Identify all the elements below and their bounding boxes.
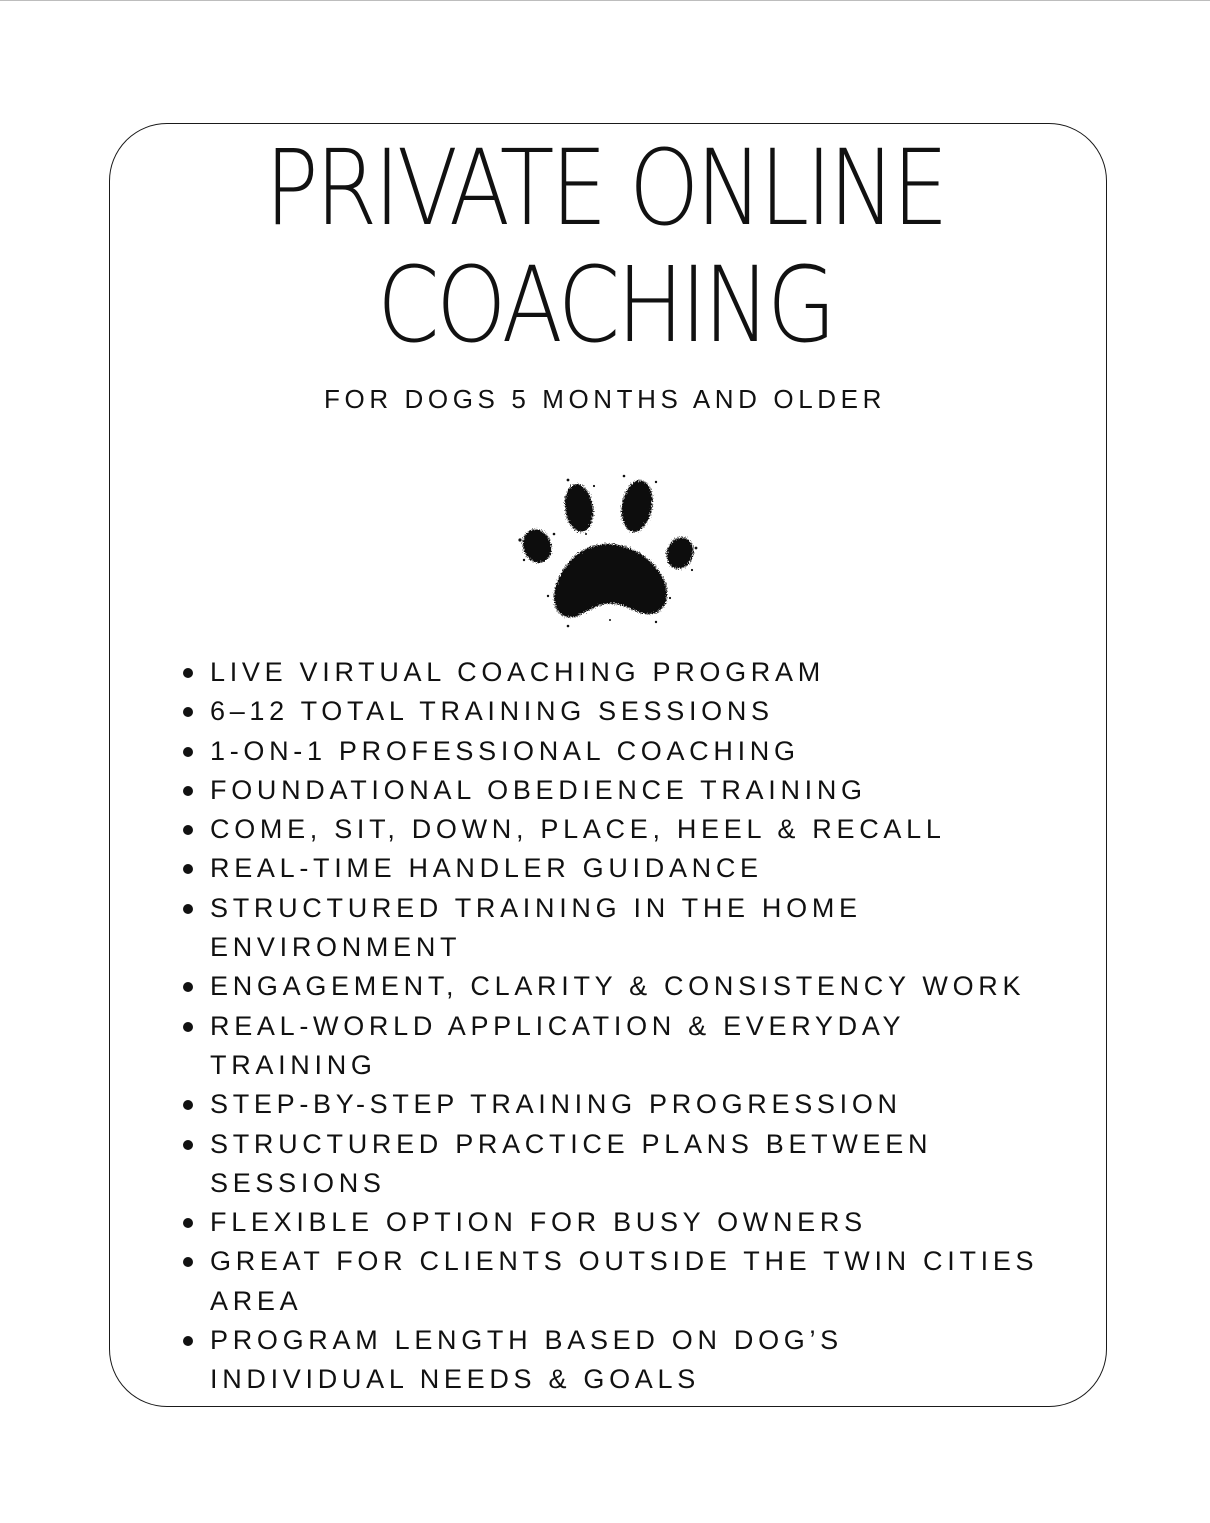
bullet-icon (183, 825, 193, 835)
subtitle: FOR DOGS 5 MONTHS AND OLDER (324, 384, 886, 414)
bullet-icon (183, 1257, 193, 1267)
list-item (183, 1125, 1103, 1204)
bullet-icon (183, 1022, 193, 1032)
list-item (183, 1242, 1103, 1321)
bullet-icon (183, 982, 193, 992)
list-item-text: AREA (210, 1285, 303, 1316)
list-item-text: FOUNDATIONAL OBEDIENCE TRAINING (210, 774, 867, 805)
bullet-icon (183, 668, 193, 678)
bullet-icon (183, 904, 193, 914)
paw-print-icon (506, 468, 706, 634)
list-item (183, 1321, 1103, 1400)
list-item (183, 1203, 1103, 1242)
list-item-text: STRUCTURED PRACTICE PLANS BETWEEN (210, 1128, 933, 1159)
bullet-icon (183, 747, 193, 757)
list-item-text: 6–12 TOTAL TRAINING SESSIONS (210, 696, 774, 727)
bullet-icon (183, 1100, 193, 1110)
list-item-text: INDIVIDUAL NEEDS & GOALS (210, 1364, 700, 1395)
list-item-text: ENVIRONMENT (210, 932, 462, 963)
list-item-text: TRAINING (210, 1049, 377, 1080)
bullet-icon (183, 1218, 193, 1228)
list-item-text: COME, SIT, DOWN, PLACE, HEEL & RECALL (210, 814, 946, 845)
list-item (183, 889, 1103, 968)
page-title-line-1: PRIVATE ONLINE (264, 127, 946, 249)
list-item-text: 1-ON-1 PROFESSIONAL COACHING (210, 735, 800, 766)
list-item-text: REAL-WORLD APPLICATION & EVERYDAY (210, 1010, 906, 1041)
page-title-line-2: COACHING (377, 244, 833, 366)
list-item (183, 1007, 1103, 1086)
list-item (183, 771, 1103, 810)
list-item (183, 692, 1103, 731)
list-item (183, 849, 1103, 888)
list-item (183, 810, 1103, 849)
bullet-icon (183, 1140, 193, 1150)
list-item-text: ENGAGEMENT, CLARITY & CONSISTENCY WORK (210, 971, 1026, 1002)
bullet-icon (183, 864, 193, 874)
top-divider (0, 0, 1210, 1)
list-item-text: SESSIONS (210, 1167, 386, 1198)
list-item-text: FLEXIBLE OPTION FOR BUSY OWNERS (210, 1207, 867, 1238)
list-item (183, 967, 1103, 1006)
list-item (183, 732, 1103, 771)
list-item-text: REAL-TIME HANDLER GUIDANCE (210, 853, 763, 884)
list-item (183, 1085, 1103, 1124)
list-item-text: PROGRAM LENGTH BASED ON DOG’S (210, 1325, 843, 1356)
list-item-text: STRUCTURED TRAINING IN THE HOME (210, 892, 862, 923)
bullet-icon (183, 1336, 193, 1346)
bullet-icon (183, 707, 193, 717)
list-item (183, 653, 1103, 692)
list-item-text: LIVE VIRTUAL COACHING PROGRAM (210, 657, 825, 687)
bullet-icon (183, 786, 193, 796)
list-item-text: STEP-BY-STEP TRAINING PROGRESSION (210, 1089, 902, 1120)
list-item-text: GREAT FOR CLIENTS OUTSIDE THE TWIN CITIES (210, 1246, 1039, 1277)
feature-list (183, 653, 1103, 1400)
